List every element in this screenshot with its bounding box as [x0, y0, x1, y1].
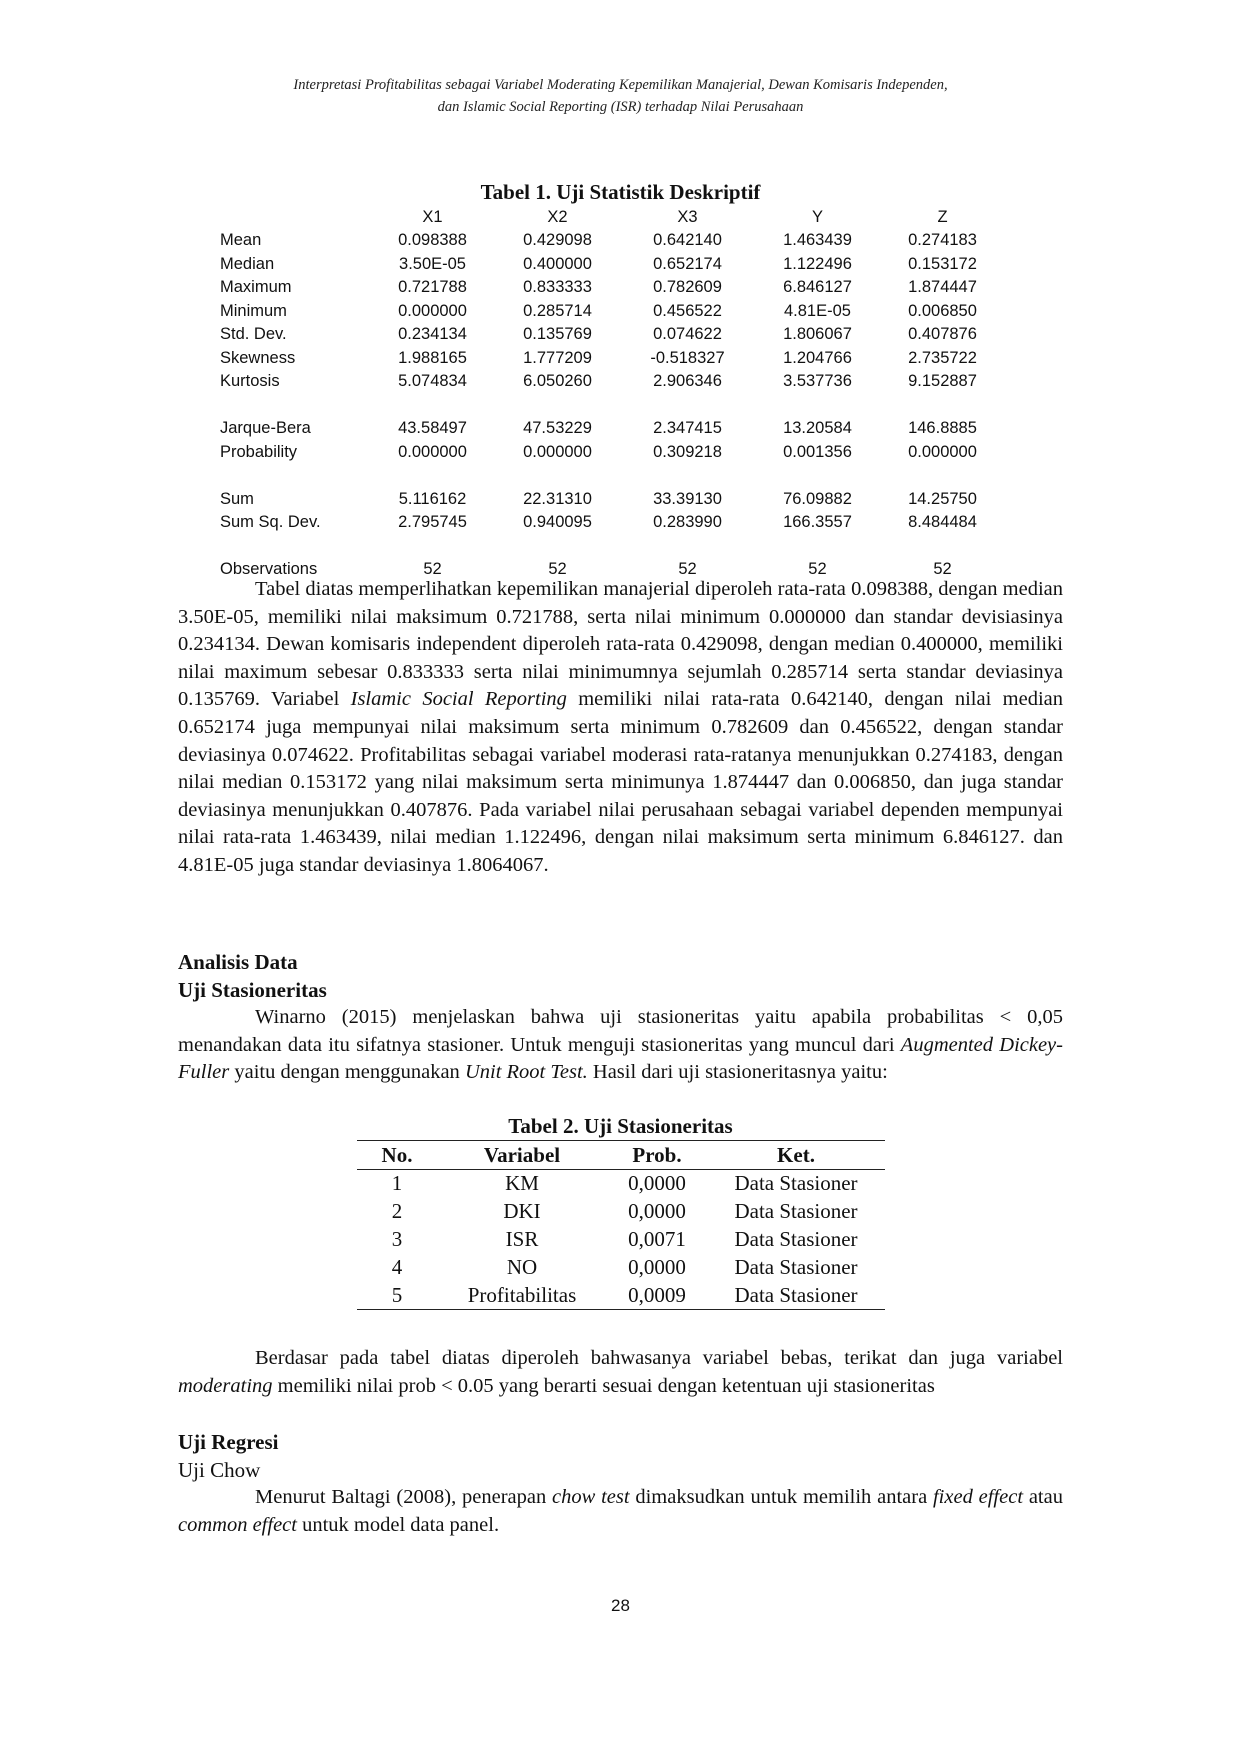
table-row: [220, 488, 1005, 512]
table-row: [220, 511, 1005, 535]
row-label: Observations: [220, 560, 318, 579]
row-label: Sum: [220, 489, 254, 508]
table-cell: 2: [391, 1199, 403, 1224]
table1-title: Tabel 1. Uji Statistik Deskriptif: [480, 180, 761, 204]
table-cell: 1: [391, 1171, 403, 1196]
table-cell: 4: [391, 1254, 403, 1279]
table-cell: 0.153172: [908, 254, 977, 273]
table-cell: 1.463439: [783, 231, 852, 250]
heading-analisis-data: Analisis Data: [178, 950, 298, 974]
paragraph-chow: [178, 1484, 1063, 1539]
table-cell: 14.25750: [908, 489, 977, 508]
table-cell: 166.3557: [783, 513, 852, 532]
table-cell: 1.874447: [908, 278, 977, 297]
table1-col-header: Z: [937, 207, 948, 226]
table-row: [220, 323, 1005, 347]
table-row: [220, 253, 1005, 277]
table-cell: 0.833333: [523, 278, 592, 297]
table-spacer-row: [220, 394, 1005, 418]
table-cell: Data Stasioner: [734, 1254, 858, 1279]
table-cell: 0.940095: [523, 513, 592, 532]
table-row: [357, 1198, 885, 1226]
table-cell: 52: [678, 560, 697, 579]
row-label: Skewness: [220, 348, 296, 367]
table-cell: 0.782609: [653, 278, 722, 297]
table-cell: 52: [423, 560, 442, 579]
table-row: [220, 276, 1005, 300]
table-cell: 1.122496: [783, 254, 852, 273]
table-cell: 0.285714: [523, 301, 592, 320]
table-cell: Data Stasioner: [707, 1281, 885, 1309]
table-cell: 47.53229: [523, 419, 592, 438]
paragraph-stasioneritas: [178, 1004, 1063, 1087]
row-label: Mean: [220, 231, 262, 250]
table-cell: 0.000000: [398, 301, 467, 320]
table-cell: 76.09882: [783, 489, 852, 508]
table-spacer-row: [220, 535, 1005, 559]
table-cell: 2.795745: [398, 513, 467, 532]
table-cell: 0.652174: [653, 254, 722, 273]
table-cell: NO: [506, 1254, 538, 1279]
table-cell: 52: [808, 560, 827, 579]
descriptive-statistics-table: [220, 205, 1005, 582]
table-row: [357, 1281, 885, 1309]
table-row: [220, 417, 1005, 441]
table2-col-header: Variabel: [437, 1141, 607, 1170]
table-cell: 0.001356: [783, 442, 852, 461]
table-row: [220, 347, 1005, 371]
running-head-line-1: Interpretasi Profitabilitas sebagai Variabel Moderating Kepemilikan Manajerial, Dewan Komisaris Independen,: [293, 77, 948, 93]
row-label: Sum Sq. Dev.: [220, 513, 321, 532]
table-cell: 0.456522: [653, 301, 722, 320]
table-cell: 3.50E-05: [399, 254, 466, 273]
table-cell: Data Stasioner: [734, 1226, 858, 1251]
table2-header-row: [357, 1141, 885, 1170]
table2-col-header: Prob.: [607, 1141, 707, 1170]
table-cell: 0.006850: [908, 301, 977, 320]
table-cell: Data Stasioner: [734, 1199, 858, 1224]
table-cell: 5.074834: [398, 372, 467, 391]
table-cell: 1.204766: [783, 348, 852, 367]
heading-uji-stasioneritas: Uji Stasioneritas: [178, 978, 327, 1002]
table-cell: 6.050260: [523, 372, 592, 391]
table1-header-row: [220, 205, 1005, 229]
table-cell: 0,0009: [607, 1281, 707, 1309]
running-head-line-2: dan Islamic Social Reporting (ISR) terhadap Nilai Perusahaan: [437, 99, 804, 115]
table-cell: 0.000000: [398, 442, 467, 461]
row-label: Median: [220, 254, 275, 273]
table-cell: 0.274183: [908, 231, 977, 250]
table1-col-header: X2: [547, 207, 568, 226]
running-head: [0, 74, 1241, 118]
table-cell: 0.721788: [398, 278, 467, 297]
table-cell: 13.20584: [783, 419, 852, 438]
table2-title: Tabel 2. Uji Stasioneritas: [508, 1114, 733, 1138]
table-cell: 2.347415: [653, 419, 722, 438]
table-cell: 5: [357, 1281, 437, 1309]
table-cell: 0.000000: [908, 442, 977, 461]
table-row: [220, 441, 1005, 465]
table-cell: 0.642140: [653, 231, 722, 250]
table-cell: 4.81E-05: [784, 301, 851, 320]
table-cell: 52: [548, 560, 567, 579]
table-cell: 9.152887: [908, 372, 977, 391]
table-cell: 146.8885: [908, 419, 977, 438]
table-cell: 2.735722: [908, 348, 977, 367]
paragraph-text: Tabel diatas memperlihatkan kepemilikan manajerial diperoleh rata-rata 0.098388, dengan median 3.50E-05, memiliki nilai maksimum 0.721788, serta nilai minimum 0.000000 dan standar devisiasinya 0.234134. Dewan komisaris independent diperoleh rata-rata 0.429098, dengan median 0.400000, memiliki nilai maximum sebesar 0.833333 serta nilai minimumnya sejumlah 0.285714 serta standar deviasinya 0.135769. Variabel Islamic Social Reporting memiliki nilai rata-rata 0.642140, dengan nilai median 0.652174 juga mempunyai nilai maksimum serta minimum 0.782609 dan 0.456522, dengan standar deviasinya 0.074622. Profitabilitas sebagai variabel moderasi rata-ratanya menunjukkan 0.274183, dengan nilai median 0.153172 yang nilai maksimum serta minimunya 1.874447 dan 0.006850, dan juga standar deviasinya menunjukkan 0.407876. Pada variabel nilai perusahaan sebagai variabel dependen mempunyai nilai rata-rata 1.463439, nilai median 1.122496, dengan nilai maksimum serta minimum 6.846127. dan 4.81E-05 juga standar deviasinya 1.8064067.: [178, 578, 1063, 876]
paragraph-text: Berdasar pada tabel diatas diperoleh bahwasanya variabel bebas, terikat dan juga variabel moderating memiliki nilai prob < 0.05 yang berarti sesuai dengan ketentuan uji stasioneritas: [178, 1347, 1063, 1397]
stationarity-table: [357, 1140, 885, 1310]
table-cell: ISR: [505, 1226, 539, 1251]
table-row: [357, 1253, 885, 1281]
paragraph-stasioneritas-result: [178, 1345, 1063, 1400]
table-cell: 0,0000: [628, 1254, 686, 1279]
table-row: [357, 1226, 885, 1254]
table-cell: 52: [933, 560, 952, 579]
paragraph-text: Menurut Baltagi (2008), penerapan chow test dimaksudkan untuk memilih antara fixed effect atau common effect untuk model data panel.: [178, 1486, 1063, 1536]
table-cell: 0,0000: [628, 1199, 686, 1224]
row-label: Maximum: [220, 278, 292, 297]
row-label: Kurtosis: [220, 372, 280, 391]
table-row: [220, 370, 1005, 394]
table-cell: 3: [391, 1226, 403, 1251]
table-cell: 0,0000: [628, 1171, 686, 1196]
table-cell: 0.000000: [523, 442, 592, 461]
table-cell: 0,0071: [628, 1226, 686, 1251]
table1-header-corner: [220, 205, 370, 229]
paragraph-descriptive: [178, 576, 1063, 880]
row-label: Probability: [220, 442, 298, 461]
table-cell: 22.31310: [523, 489, 592, 508]
table-cell: DKI: [503, 1199, 541, 1224]
table-cell: 1.777209: [523, 348, 592, 367]
row-label: Jarque-Bera: [220, 419, 311, 438]
table-cell: 5.116162: [398, 489, 467, 508]
table2-col-header: Ket.: [707, 1141, 885, 1170]
table-cell: 0.309218: [653, 442, 722, 461]
table-row: [357, 1170, 885, 1198]
table-cell: 0.429098: [523, 231, 592, 250]
table-cell: 1.988165: [398, 348, 467, 367]
table-cell: 6.846127: [783, 278, 852, 297]
table-spacer-row: [220, 464, 1005, 488]
table2-col-header: No.: [357, 1141, 437, 1170]
table-cell: 0.400000: [523, 254, 592, 273]
table-row: [220, 229, 1005, 253]
table-cell: 0.135769: [523, 325, 592, 344]
table-cell: 0.098388: [398, 231, 467, 250]
table1-col-header: X1: [422, 207, 443, 226]
table-cell: 1.806067: [783, 325, 852, 344]
table-cell: 8.484484: [908, 513, 977, 532]
page-number: 28: [611, 1596, 630, 1615]
table1-col-header: Y: [811, 207, 823, 226]
table-cell: 0.074622: [653, 325, 722, 344]
table-cell: 0.407876: [908, 325, 977, 344]
paragraph-text: Winarno (2015) menjelaskan bahwa uji stasioneritas yaitu apabila probabilitas < 0,05 menandakan data itu sifatnya stasioner. Untuk menguji stasioneritas yang muncul dari Augmented Dickey-Fuller yaitu dengan menggunakan Unit Root Test. Hasil dari uji stasioneritasnya yaitu:: [178, 1006, 1063, 1084]
table-cell: -0.518327: [650, 348, 725, 367]
table1-col-header: X3: [677, 207, 698, 226]
table-cell: Data Stasioner: [734, 1171, 858, 1196]
table-cell: 2.906346: [653, 372, 722, 391]
table-cell: 33.39130: [653, 489, 722, 508]
table-cell: Profitabilitas: [437, 1281, 607, 1309]
table-cell: 43.58497: [398, 419, 467, 438]
row-label: Minimum: [220, 301, 287, 320]
subheading-uji-chow: Uji Chow: [178, 1458, 261, 1482]
table-row: [220, 300, 1005, 324]
row-label: Std. Dev.: [220, 325, 287, 344]
table-cell: 0.283990: [653, 513, 722, 532]
heading-uji-regresi: Uji Regresi: [178, 1430, 279, 1454]
table-cell: 0.234134: [398, 325, 467, 344]
table-cell: 3.537736: [783, 372, 852, 391]
table-cell: KM: [505, 1171, 539, 1196]
